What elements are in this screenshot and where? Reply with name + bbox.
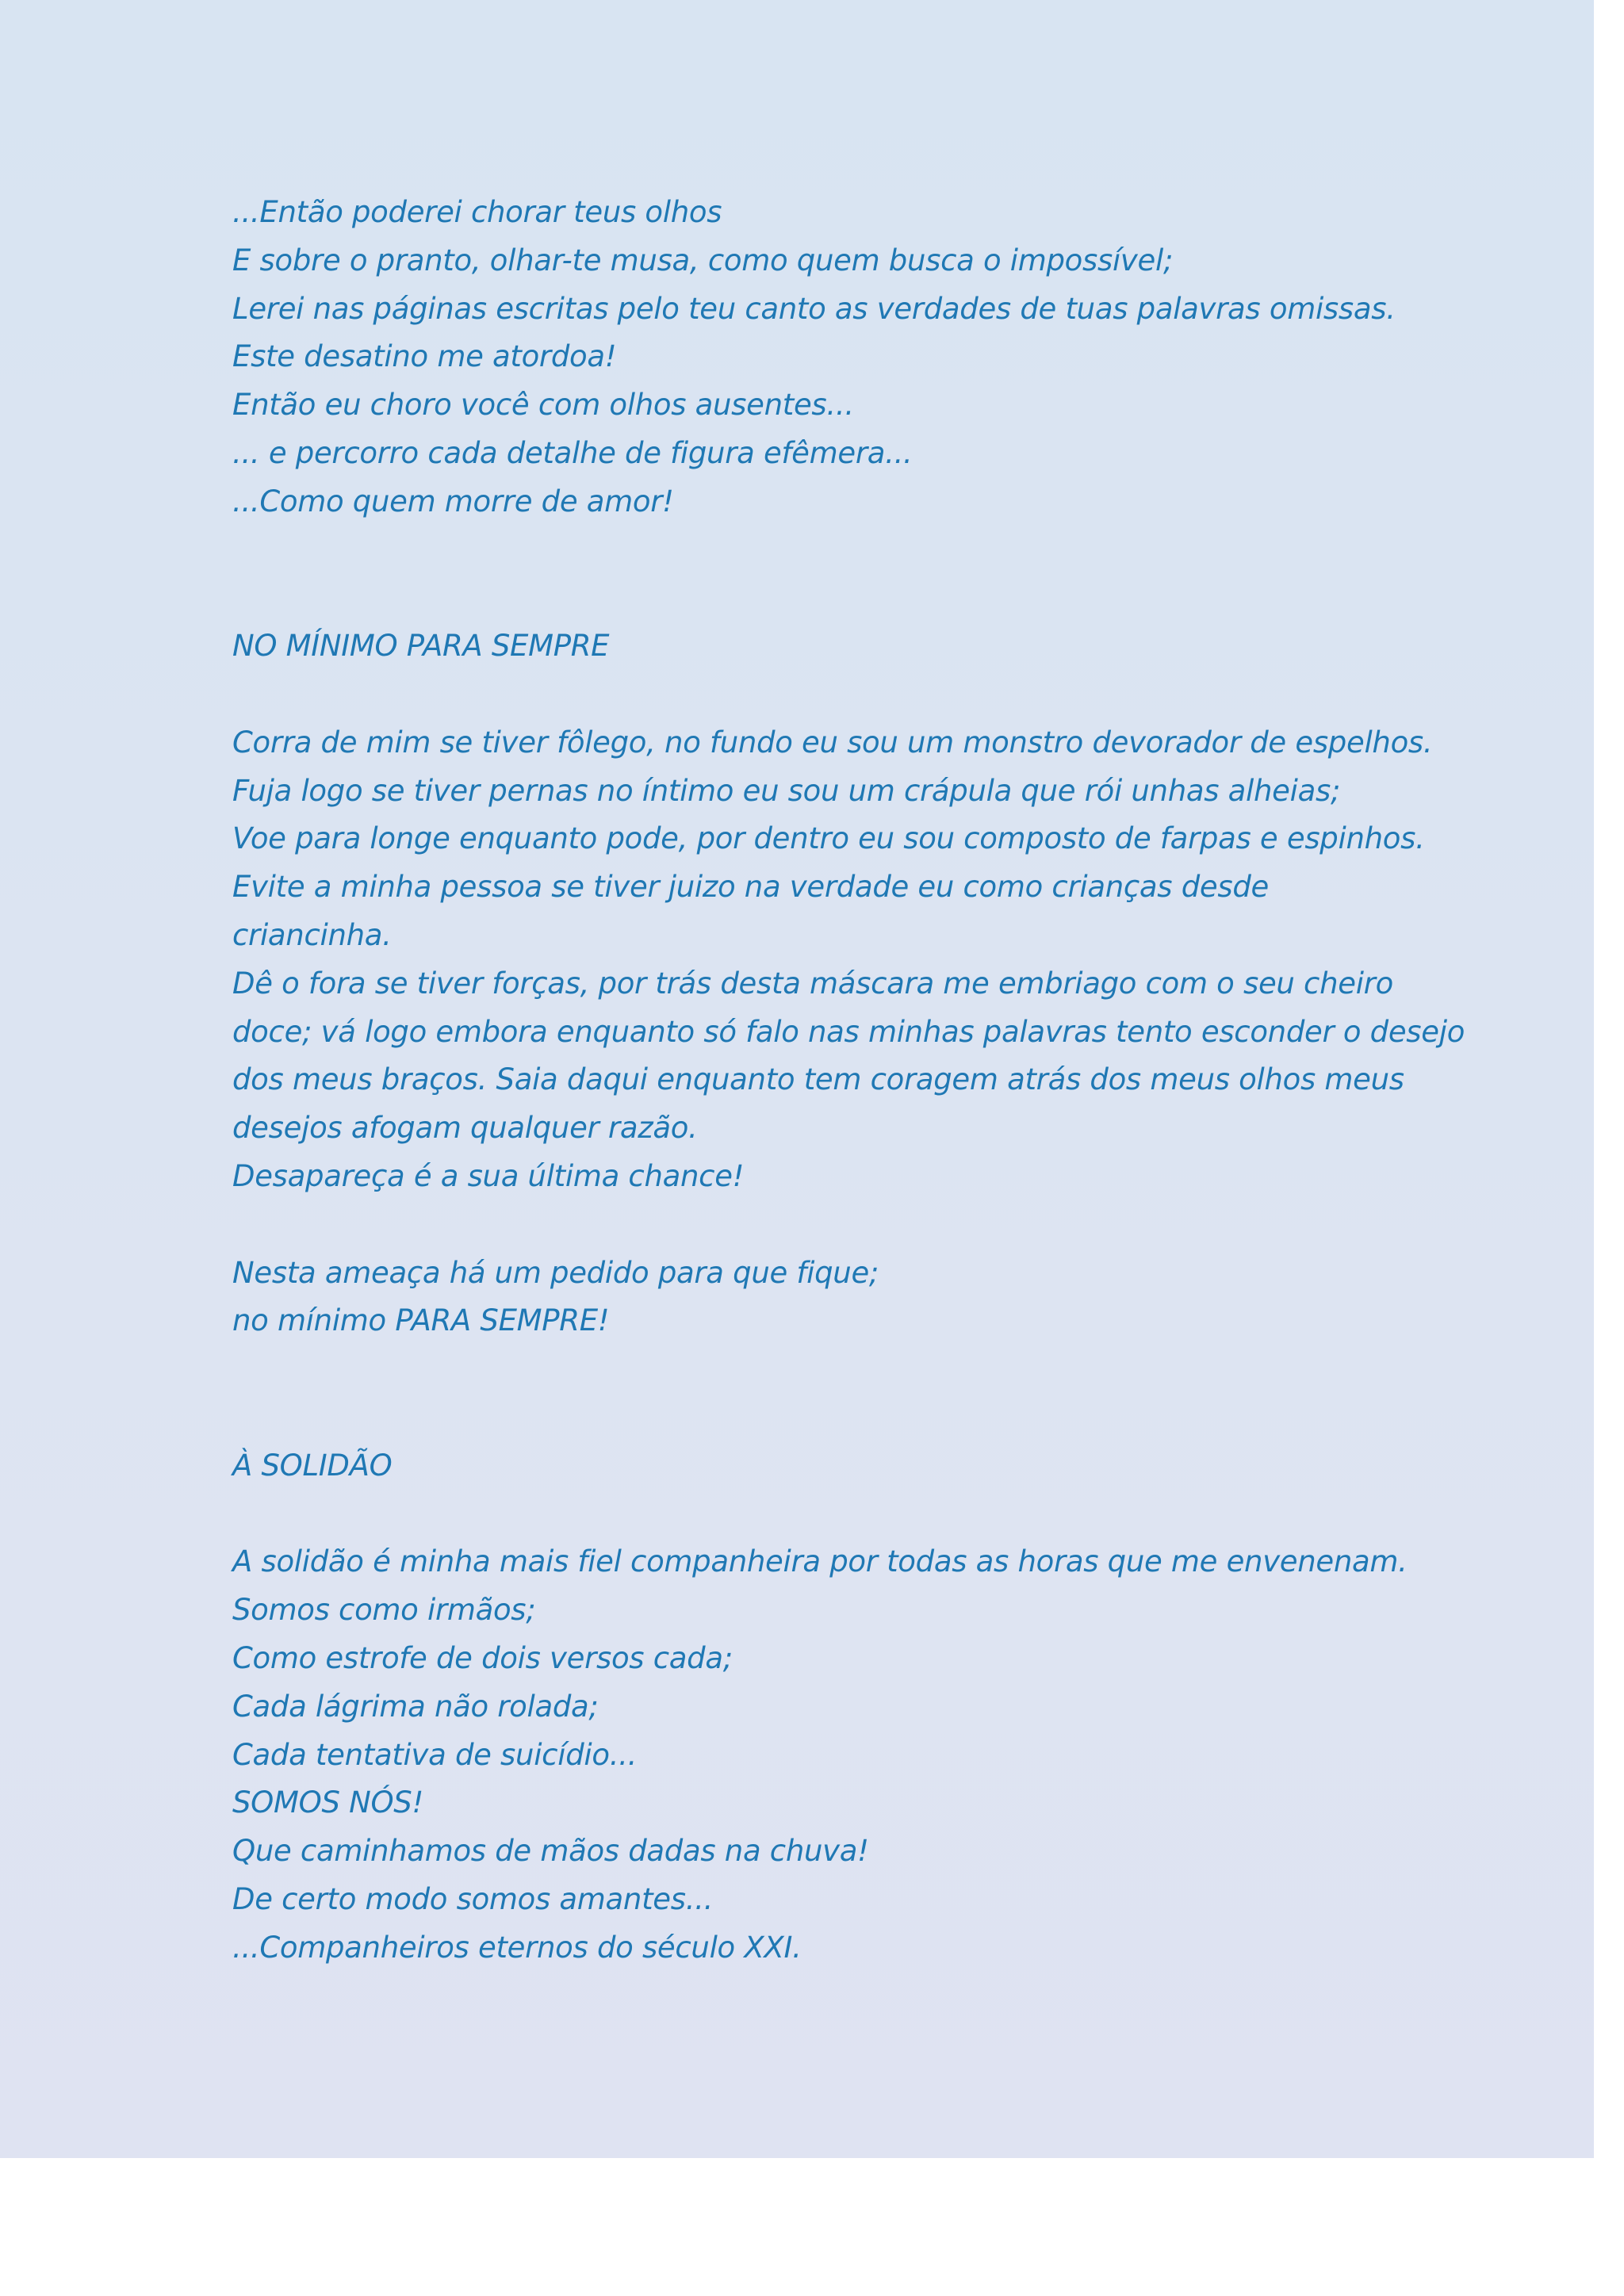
spacer — [232, 1490, 1406, 1539]
poem-line: Somos como irmãos; — [232, 1593, 536, 1628]
poem-line: criancinha. — [232, 917, 392, 952]
poem-line: A solidão é minha mais fiel companheira por todas as horas que me envenenam. — [232, 1544, 1408, 1579]
poem-line: SOMOS NÓS! — [232, 1785, 424, 1820]
poem-line: Cada tentativa de suicídio... — [232, 1737, 638, 1772]
poem-line: Este desatino me atordoa! — [232, 339, 617, 374]
poem-line: Dê o fora se tiver forças, por trás desta máscara me embriago com o seu cheiro — [232, 966, 1393, 1001]
poem-a-solidao — [232, 1442, 1406, 1973]
poem-no-minimo-para-sempre — [232, 622, 1465, 1345]
poem-line: Como estrofe de dois versos cada; — [232, 1640, 733, 1675]
spacer — [232, 1201, 1406, 1249]
spacer — [232, 671, 1406, 719]
poem-line: no mínimo PARA SEMPRE! — [232, 1303, 610, 1338]
poem-line: doce; vá logo embora enquanto só falo nas minhas palavras tento esconder o desejo — [232, 1014, 1465, 1049]
poem-title: À SOLIDÃO — [232, 1448, 393, 1483]
poem-line: Voe para longe enquanto pode, por dentro eu sou composto de farpas e espinhos. — [232, 821, 1425, 856]
poem-line: Desapareça é a sua última chance! — [232, 1158, 745, 1193]
poem-line: Então eu choro você com olhos ausentes... — [232, 388, 854, 423]
poem-line: E sobre o pranto, olhar-te musa, como quem busca o impossível; — [232, 243, 1174, 277]
poem-line: Cada lágrima não rolada; — [232, 1689, 599, 1724]
poem-fragment — [232, 189, 1406, 526]
poem-line: ...Como quem morre de amor! — [232, 484, 674, 519]
document-body — [232, 189, 1465, 1972]
spacer — [232, 1345, 1406, 1442]
poem-line: ...Então poderei chorar teus olhos — [232, 195, 722, 229]
poem-line: dos meus braços. Saia daqui enquanto tem coragem atrás dos meus olhos meus — [232, 1062, 1404, 1097]
poem-line: De certo modo somos amantes... — [232, 1881, 714, 1916]
poem-line: Fuja logo se tiver pernas no íntimo eu sou um crápula que rói unhas alheias; — [232, 773, 1341, 808]
poem-line: Lerei nas páginas escritas pelo teu canto as verdades de tuas palavras omissas. — [232, 291, 1396, 326]
poem-line: desejos afogam qualquer razão. — [232, 1111, 698, 1146]
poem-line: Corra de mim se tiver fôlego, no fundo eu sou um monstro devorador de espelhos. — [232, 725, 1433, 760]
poem-title: NO MÍNIMO PARA SEMPRE — [232, 629, 610, 664]
poem-line: Que caminhamos de mãos dadas na chuva! — [232, 1834, 869, 1869]
poem-line: ... e percorro cada detalhe de figura efêmera... — [232, 435, 913, 470]
poem-line: Nesta ameaça há um pedido para que fique; — [232, 1255, 879, 1290]
poem-line: ...Companheiros eternos do século XXI. — [232, 1930, 802, 1965]
poem-line: Evite a minha pessoa se tiver juizo na verdade eu como crianças desde — [232, 870, 1270, 905]
spacer — [232, 526, 1406, 623]
